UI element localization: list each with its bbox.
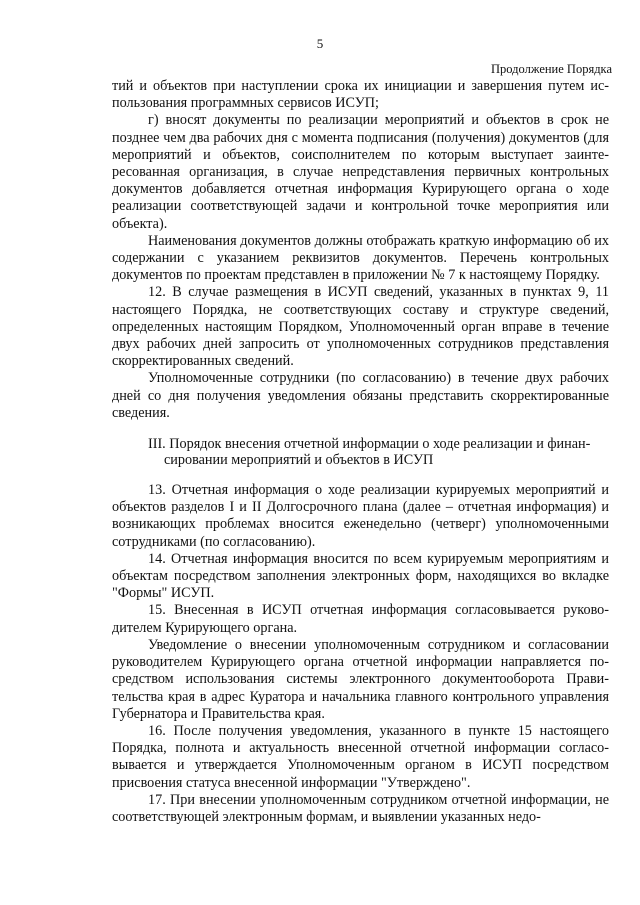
paragraph-15: 15. Внесенная в ИСУП отчетная информация согласовывается руководителем Курирующего органа. <box>112 602 609 636</box>
document-body <box>112 78 609 826</box>
paragraph-12: 12. В случае размещения в ИСУП сведений, указанных в пунктах 9, 11 настоящего Порядка, не соответствующих составу и структуре сведений, определенных настоящим Порядком, Уполномоченный орган вправе в течение двух рабочих дней запросить от уполномоченных сотрудников представления скорректированных сведений. <box>112 284 609 370</box>
paragraph-14: 14. Отчетная информация вносится по всем курируемым мероприятиям и объектам посредством заполнения электронных форм, находящихся во вкладке "Формы" ИСУП. <box>112 550 609 602</box>
paragraph-17: 17. При внесении уполномоченным сотрудником отчетной информации, не соответствующей электронным формам, и выявлении указанных недо- <box>112 791 609 825</box>
paragraph-16: 16. После получения уведомления, указанного в пункте 15 настоящего Порядка, полнота и актуальность внесенной отчетной информации согласовывается и утверждается Уполномоченным органом в ИСУП посредством присвоения статуса внесенной информации "Утверждено". <box>112 722 609 791</box>
paragraph-item-g: г) вносят документы по реализации мероприятий и объектов в срок не позднее чем два рабочих дня с момента подписания (получения) документов (для мероприятий и объектов, соисполнителем по которым выступает заинтересованная организация, в случае непредставления первичных контрольных документов добавляется отчетная информация Курирующего органа о ходе реализации соответствующей задачи и контрольной точке мероприятия или объекта). <box>112 112 609 232</box>
paragraph-authorized-staff: Уполномоченные сотрудники (по согласованию) в течение двух рабочих дней со дня получения уведомления обязаны представить скорректированные сведения. <box>112 370 609 421</box>
page-number: 5 <box>316 36 324 51</box>
section-heading-iii <box>112 436 609 468</box>
section-heading-line-2: сировании мероприятий и объектов в ИСУП <box>164 452 434 469</box>
section-heading-line-1: III. Порядок внесения отчетной информации о ходе реализации и финан- <box>148 436 591 453</box>
paragraph-notification: Уведомление о внесении уполномоченным сотрудником и согласовании руководителем Курирующего органа отчетной информации направляется посредством использования системы электронного документооборота Правительства края в адрес Куратора и начальника главного контрольного управления Губернатора и Правительства края. <box>112 636 609 722</box>
paragraph-continued: тий и объектов при наступлении срока их инициации и завершения путем использования программных сервисов ИСУП; <box>112 78 609 112</box>
paragraph-13: 13. Отчетная информация о ходе реализации курируемых мероприятий и объектов разделов I и II Долгосрочного плана (далее – отчетная информация) и возникающих проблемах вносится еженедельно (четверг) уполномоченными сотрудниками (по согласованию). <box>112 482 609 550</box>
continuation-label: Продолжение Порядка <box>491 62 612 76</box>
paragraph-document-names: Наименования документов должны отображать краткую информацию об их содержании с указанием реквизитов документов. Перечень контрольных документов по проектам представлен в приложении № 7 к настоящему Порядку. <box>112 232 609 284</box>
